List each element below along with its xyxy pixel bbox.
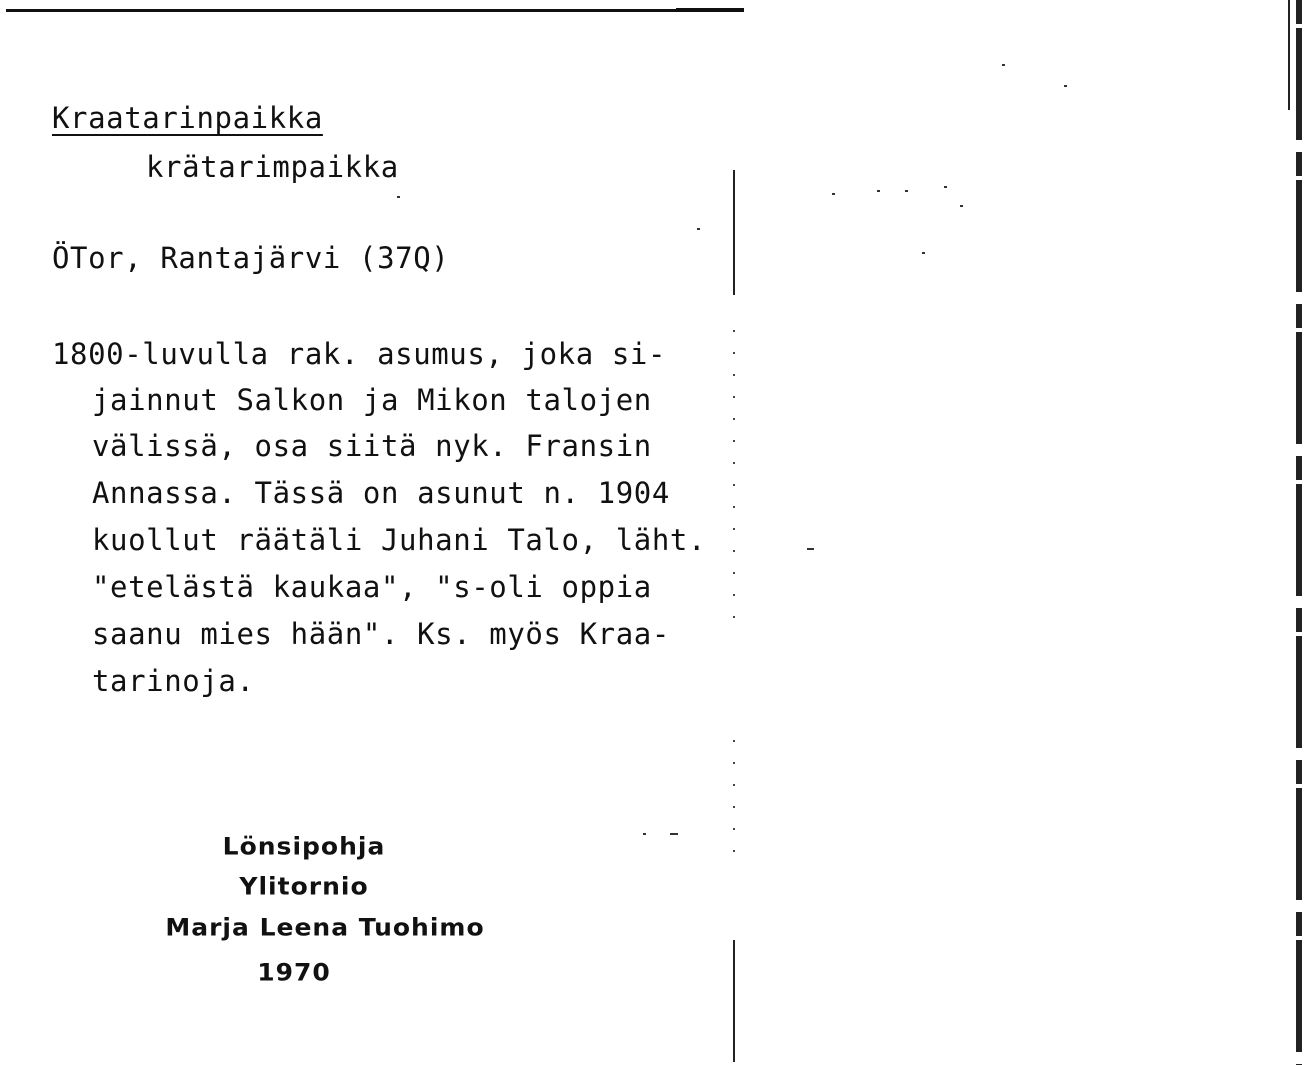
scan-speck — [807, 548, 814, 550]
description-line: saanu mies hään". Ks. myös Kraa- — [92, 617, 670, 651]
scan-speck — [397, 196, 400, 198]
stamp-collector: Marja Leena Tuohimo — [165, 913, 485, 942]
center-divider-line-lower — [733, 940, 735, 1062]
scan-speck — [877, 190, 880, 192]
center-divider-dots — [733, 330, 735, 630]
stamp-year: 1970 — [257, 958, 331, 987]
scan-speck — [944, 186, 947, 188]
description-line: "etelästä kaukaa", "s-oli oppia — [92, 570, 652, 604]
scan-speck — [832, 193, 835, 195]
scan-speck — [922, 252, 925, 254]
right-edge-thin-border — [1288, 0, 1290, 110]
stamp-parish: Ylitornio — [239, 872, 369, 901]
scan-speck — [697, 228, 700, 230]
scan-speck — [670, 833, 678, 835]
card-title: Kraatarinpaikka — [52, 101, 323, 135]
pronunciation: krätarimpaikka — [146, 150, 399, 184]
description-line: kuollut räätäli Juhani Talo, läht. — [92, 523, 707, 557]
description-line: Annassa. Tässä on asunut n. 1904 — [92, 476, 670, 510]
top-border-line-end — [676, 8, 744, 12]
description-line: välissä, osa siitä nyk. Fransin — [92, 429, 652, 463]
description-line: tarinoja. — [92, 664, 255, 698]
top-border-line — [6, 9, 744, 12]
scan-speck — [1002, 64, 1005, 66]
stamp-region: Lönsipohja — [222, 832, 386, 861]
location-line: ÖTor, Rantajärvi (37Q) — [52, 241, 450, 275]
scan-speck — [960, 205, 963, 207]
description-line: jainnut Salkon ja Mikon talojen — [92, 383, 652, 417]
right-edge-scan-border — [1296, 0, 1302, 1065]
scan-speck — [1064, 85, 1067, 87]
scan-speck — [905, 190, 908, 192]
scan-speck — [643, 833, 646, 835]
center-divider-line — [733, 170, 735, 295]
center-divider-dots-lower — [733, 740, 735, 860]
description-line: 1800-luvulla rak. asumus, joka si- — [52, 337, 667, 371]
